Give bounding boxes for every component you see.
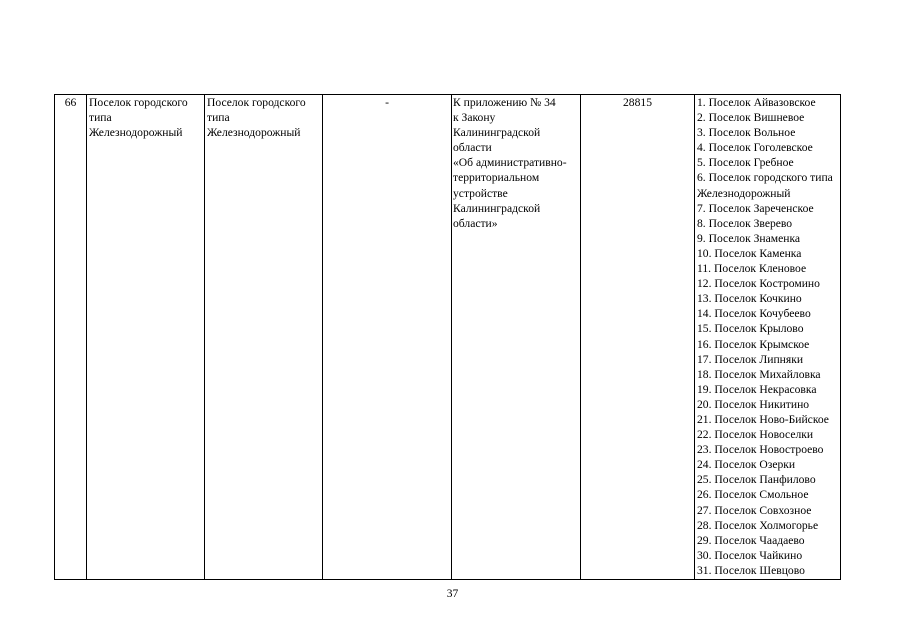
table-row [55, 95, 841, 580]
list-item: 30. Поселок Чайкино [697, 548, 803, 562]
list-item: 17. Поселок Липняки [697, 352, 804, 366]
page-number: 37 [446, 588, 459, 600]
list-item: 3. Поселок Вольное [697, 126, 796, 140]
list-item: 8. Поселок Зверево [697, 216, 793, 230]
list-item: 18. Поселок Михайловка [697, 367, 821, 381]
list-item: 24. Поселок Озерки [697, 458, 796, 472]
code-cell [581, 95, 695, 580]
list-item: 7. Поселок Зареченское [697, 201, 814, 215]
row-number-cell [55, 95, 87, 580]
list-item: 11. Поселок Кленовое [697, 262, 807, 276]
settlements-list-cell [695, 95, 841, 580]
law-reference-cell [452, 95, 581, 580]
list-item: 5. Поселок Гребное [697, 156, 794, 170]
settlement-name-cell [87, 95, 205, 580]
settlements-table [54, 94, 841, 580]
list-item: 16. Поселок Крымское [697, 337, 810, 351]
settlement-name: Поселок городского типа Железнодорожный [89, 96, 188, 140]
dash-value: - [385, 96, 389, 109]
list-item: 9. Поселок Знаменка [697, 231, 801, 245]
administrative-center: Поселок городского типа Железнодорожный [207, 96, 306, 140]
list-item: 1. Поселок Айвазовское [697, 96, 816, 109]
list-item: 31. Поселок Шевцово [697, 563, 805, 577]
list-item: 23. Поселок Новостроево [697, 443, 824, 457]
list-item: 28. Поселок Холмогорье [697, 518, 819, 532]
list-item: 29. Поселок Чаадаево [697, 533, 805, 547]
list-item: 4. Поселок Гоголевское [697, 141, 813, 155]
dash-cell [323, 95, 452, 580]
administrative-center-cell [205, 95, 323, 580]
settlements-list [697, 95, 838, 578]
list-item: 26. Поселок Смольное [697, 488, 809, 502]
list-item: 6. Поселок городского типа Железнодорожный [697, 171, 833, 200]
list-item: 20. Поселок Никитино [697, 397, 810, 411]
law-reference: К приложению № 34 к Закону Калининградской области «Об административно- территориальном устройстве Калининградской области» [453, 96, 567, 230]
list-item: 10. Поселок Каменка [697, 246, 802, 260]
list-item: 19. Поселок Некрасовка [697, 382, 817, 396]
list-item: 14. Поселок Кочубеево [697, 307, 811, 321]
list-item: 12. Поселок Костромино [697, 277, 820, 291]
list-item: 27. Поселок Совхозное [697, 503, 812, 517]
list-item: 25. Поселок Панфилово [697, 473, 816, 487]
list-item: 22. Поселок Новоселки [697, 428, 814, 442]
list-item: 15. Поселок Крылово [697, 322, 804, 336]
list-item: 2. Поселок Вишневое [697, 111, 805, 125]
list-item: 13. Поселок Кочкино [697, 292, 802, 306]
row-number: 66 [64, 96, 77, 109]
code-value: 28815 [623, 96, 652, 109]
list-item: 21. Поселок Ново-Бийское [697, 412, 829, 426]
